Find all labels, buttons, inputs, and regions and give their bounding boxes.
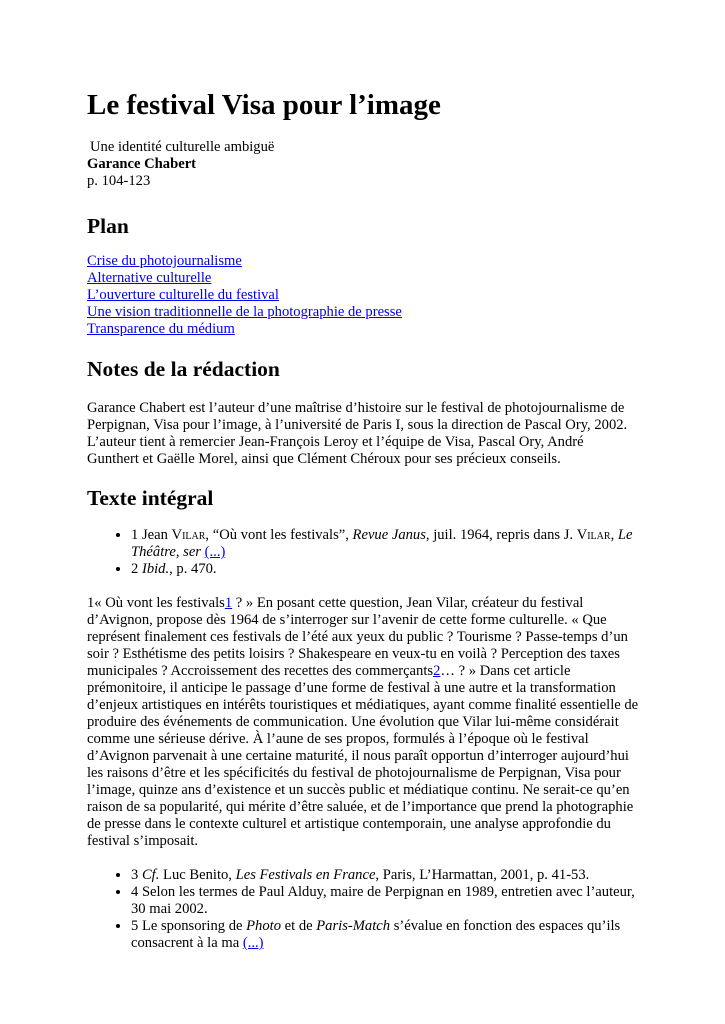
- footnote-4: • 4 Selon les termes de Paul Alduy, maire de Perpignan en 1989, entretien avec l’auteur, 30 mai 2002.: [131, 884, 639, 918]
- footnote-number: 2: [131, 561, 139, 577]
- main-paragraph: [87, 595, 639, 850]
- footnote-author-last: Vilar: [171, 527, 206, 543]
- footnote-ibid: Ibid.: [141, 561, 170, 577]
- plan-link-vision[interactable]: Une vision traditionnelle de la photographie de presse: [87, 304, 402, 320]
- footnote-text: 5 Le sponsoring de: [131, 918, 247, 934]
- footnote-rest: , p. 470.: [169, 561, 217, 577]
- plan-list: [87, 253, 639, 338]
- plan-link-transparence[interactable]: Transparence du médium: [87, 321, 235, 337]
- plan-link-alternative[interactable]: Alternative culturelle: [87, 270, 212, 286]
- footnote-text: s’évalue en fonction des espaces qu’ils consacrent à la ma: [131, 918, 621, 951]
- plan-link-ouverture[interactable]: L’ouverture culturelle du festival: [87, 287, 279, 303]
- author-name: Garance Chabert: [87, 156, 197, 172]
- footnote-comma: ,: [610, 527, 615, 543]
- note-ref-2[interactable]: 2: [433, 663, 441, 679]
- footnote-list-top: [87, 527, 639, 578]
- footnote-more-link[interactable]: (...): [242, 935, 264, 951]
- footnote-journal: Revue Janus: [352, 527, 426, 543]
- plan-heading: Plan: [87, 214, 129, 238]
- footnote-1: [131, 527, 639, 561]
- texte-heading: Texte intégral: [87, 486, 214, 510]
- footnote-5: [131, 918, 639, 952]
- footnote-magazine: Paris-Match: [316, 918, 391, 934]
- footnote-2: [131, 561, 639, 578]
- footnote-list-bottom: [87, 867, 639, 952]
- footnote-3: [131, 867, 639, 884]
- footnote-more-link[interactable]: (...): [204, 544, 226, 560]
- footnote-book: Les Festivals en France: [235, 867, 376, 883]
- footnote-author-first: Jean: [141, 527, 168, 543]
- paragraph-segment: … ? » Dans cet article prémonitoire, il anticipe le passage d’une forme de festival à une autre et la transformation d’enjeux artistiques en intérêts touristiques et médiatiques, ayant comme finalité essentielle de produire des événements de communication. Une évolution que Vilar lui-même considérait comme une sérieuse dérive. À l’aune de ses propos, formulés à l’époque où le festival d’Avignon parvenait à une certaine maturité, il nous paraît opportun d’interroger aujourd’hui les raisons d’être et les spécificités du festival de photojournalisme de Perpignan, Visa pour l’image, quinze ans d’existence et un succès public et médiatique continu. Ne serait-ce qu’en raison de sa popularité, qui mérite d’être saluée, et de l’importance que prend la photographie de presse dans le contexte culturel et artistique contemporain, une analyse approfondie du festival s’imposait.: [87, 663, 639, 849]
- footnote-quote: , “Où vont les festivals”,: [205, 527, 353, 543]
- footnote-book: Le Théâtre, ser: [131, 527, 633, 560]
- footnote-text: et de: [281, 918, 317, 934]
- footnote-rest: , juil. 1964, repris dans J.: [425, 527, 577, 543]
- note-ref-1[interactable]: 1: [224, 595, 233, 611]
- paragraph-segment: ? » En posant cette question, Jean Vilar, créateur du festival d’Avignon, propose dès 1964 de s’interroger sur l’avenir de cette forme culturelle. « Que représent finalement ces festivals de l’été aux yeux du public ? Tourisme ? Passe-temps d’un soir ? Esthétisme des petits loisirs ? Shakespeare en veux-tu en voilà ? Perception des taxes municipales ? Accroissement des recettes des commerçants: [87, 595, 628, 679]
- footnote-number: 1: [131, 527, 139, 543]
- article-meta: [87, 139, 639, 190]
- paragraph-segment: 1« Où vont les festivals: [87, 595, 225, 611]
- notes-paragraph: Garance Chabert est l’auteur d’une maîtrise d’histoire sur le festival de photojournalisme de Perpignan, Visa pour l’image, à l’université de Paris I, sous la direction de Pascal Ory, 2002. L’auteur tient à remercier Jean-François Leroy et l’équipe de Visa, Pascal Ory, André Gunthert et Gaëlle Morel, ainsi que Clément Chéroux pour ses précieux conseils.: [87, 400, 628, 467]
- page-range: p. 104-123: [87, 173, 151, 189]
- footnote-cf: Cf.: [141, 867, 160, 883]
- footnote-rest: , Paris, L’Harmattan, 2001, p. 41-53.: [375, 867, 590, 883]
- footnote-number: 3: [131, 867, 139, 883]
- footnote-author2: Vilar: [576, 527, 611, 543]
- notes-heading: Notes de la rédaction: [87, 357, 280, 381]
- footnote-author: Luc Benito,: [159, 867, 236, 883]
- footnote-magazine: Photo: [246, 918, 281, 934]
- page-title: Le festival Visa pour l’image: [87, 89, 441, 121]
- subtitle: Une identité culturelle ambiguë: [90, 139, 275, 155]
- plan-link-crise[interactable]: Crise du photojournalisme: [87, 253, 242, 269]
